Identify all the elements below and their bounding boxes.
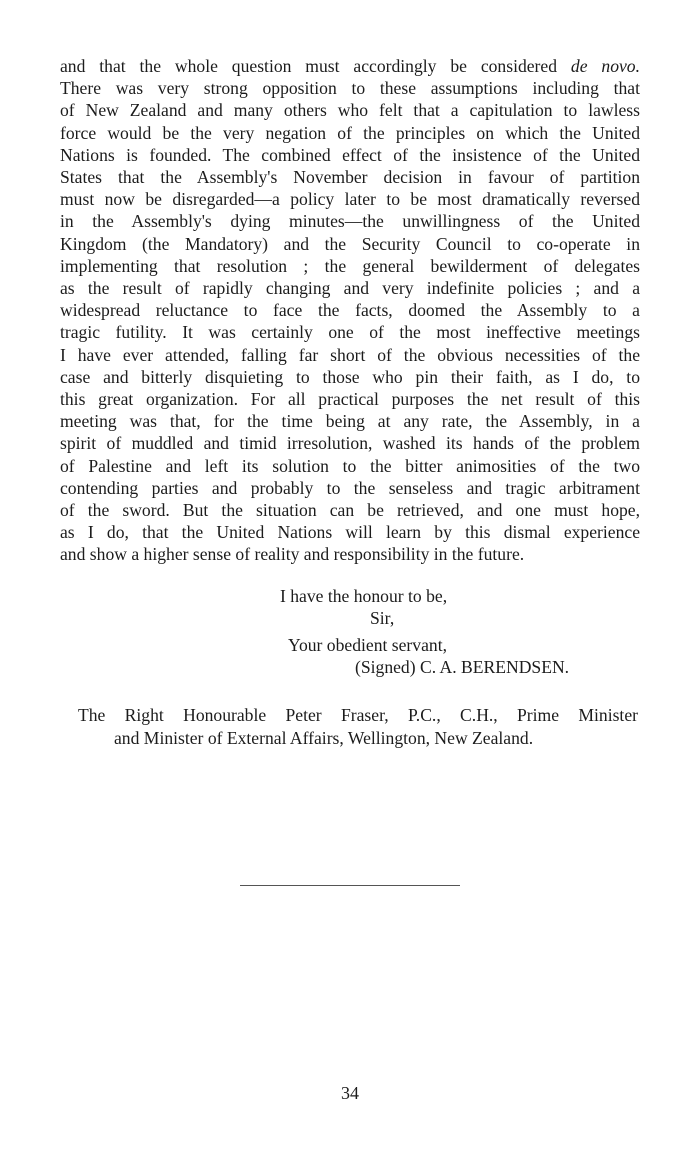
body-line: implementing that resolution ; the general bewilderment of delegates [60,255,640,276]
body-line: States that the Assembly's November decision in favour of partition [60,167,640,188]
body-line: force would be the very negation of the principles on which the United [60,122,640,143]
closing-servant: Your obedient servant, [288,635,447,655]
page-number: 34 [341,1083,359,1103]
body-line: meeting was that, for the time being at any rate, the Assembly, in a [60,411,640,432]
signature-line: (Signed) C. A. BERENDSEN. [355,657,570,677]
addressee-line: The Right Honourable Peter Fraser, P.C., C.H., Prime Minister [78,705,638,725]
body-line: of the sword. But the situation can be retrieved, and one must hope, [60,500,640,521]
body-line: and that the whole question must accordingly be considered de novo. [60,56,640,76]
addressee-line: and Minister of External Affairs, Wellington, New Zealand. [114,728,534,748]
section-divider [240,885,460,886]
body-line: must now be disregarded—a policy later to be most dramatically reversed [60,189,640,210]
addressee-block [78,704,638,750]
body-line: case and bitterly disquieting to those who pin their faith, as I do, to [60,366,640,387]
body-line: as the result of rapidly changing and very indefinite policies ; and a [60,278,640,299]
body-line: There was very strong opposition to these assumptions including that [60,78,640,99]
body-line: Kingdom (the Mandatory) and the Security Council to co-operate in [60,233,640,254]
body-line: contending parties and probably to the senseless and tragic arbitrament [60,477,640,498]
body-line: spirit of muddled and timid irresolution, washed its hands of the problem [60,433,640,454]
letter-body [60,55,640,566]
body-line: I have ever attended, falling far short of the obvious necessities of the [60,344,640,365]
body-line: this great organization. For all practical purposes the net result of this [60,389,640,410]
body-line: of Palestine and left its solution to the bitter animosities of the two [60,455,640,476]
body-line: widespread reluctance to face the facts, doomed the Assembly to a [60,300,640,321]
body-line: Nations is founded. The combined effect of the insistence of the United [60,144,640,165]
body-line: of New Zealand and many others who felt that a capitulation to lawless [60,100,640,121]
body-line: as I do, that the United Nations will learn by this dismal experience [60,522,640,543]
body-line: and show a higher sense of reality and responsibility in the future. [60,544,525,565]
body-line: in the Assembly's dying minutes—the unwillingness of the United [60,211,640,232]
closing-salutation: Sir, [370,608,395,628]
italic-phrase: de novo. [570,56,640,76]
body-line: tragic futility. It was certainly one of the most ineffective meetings [60,322,640,343]
closing-honour: I have the honour to be, [280,586,448,606]
